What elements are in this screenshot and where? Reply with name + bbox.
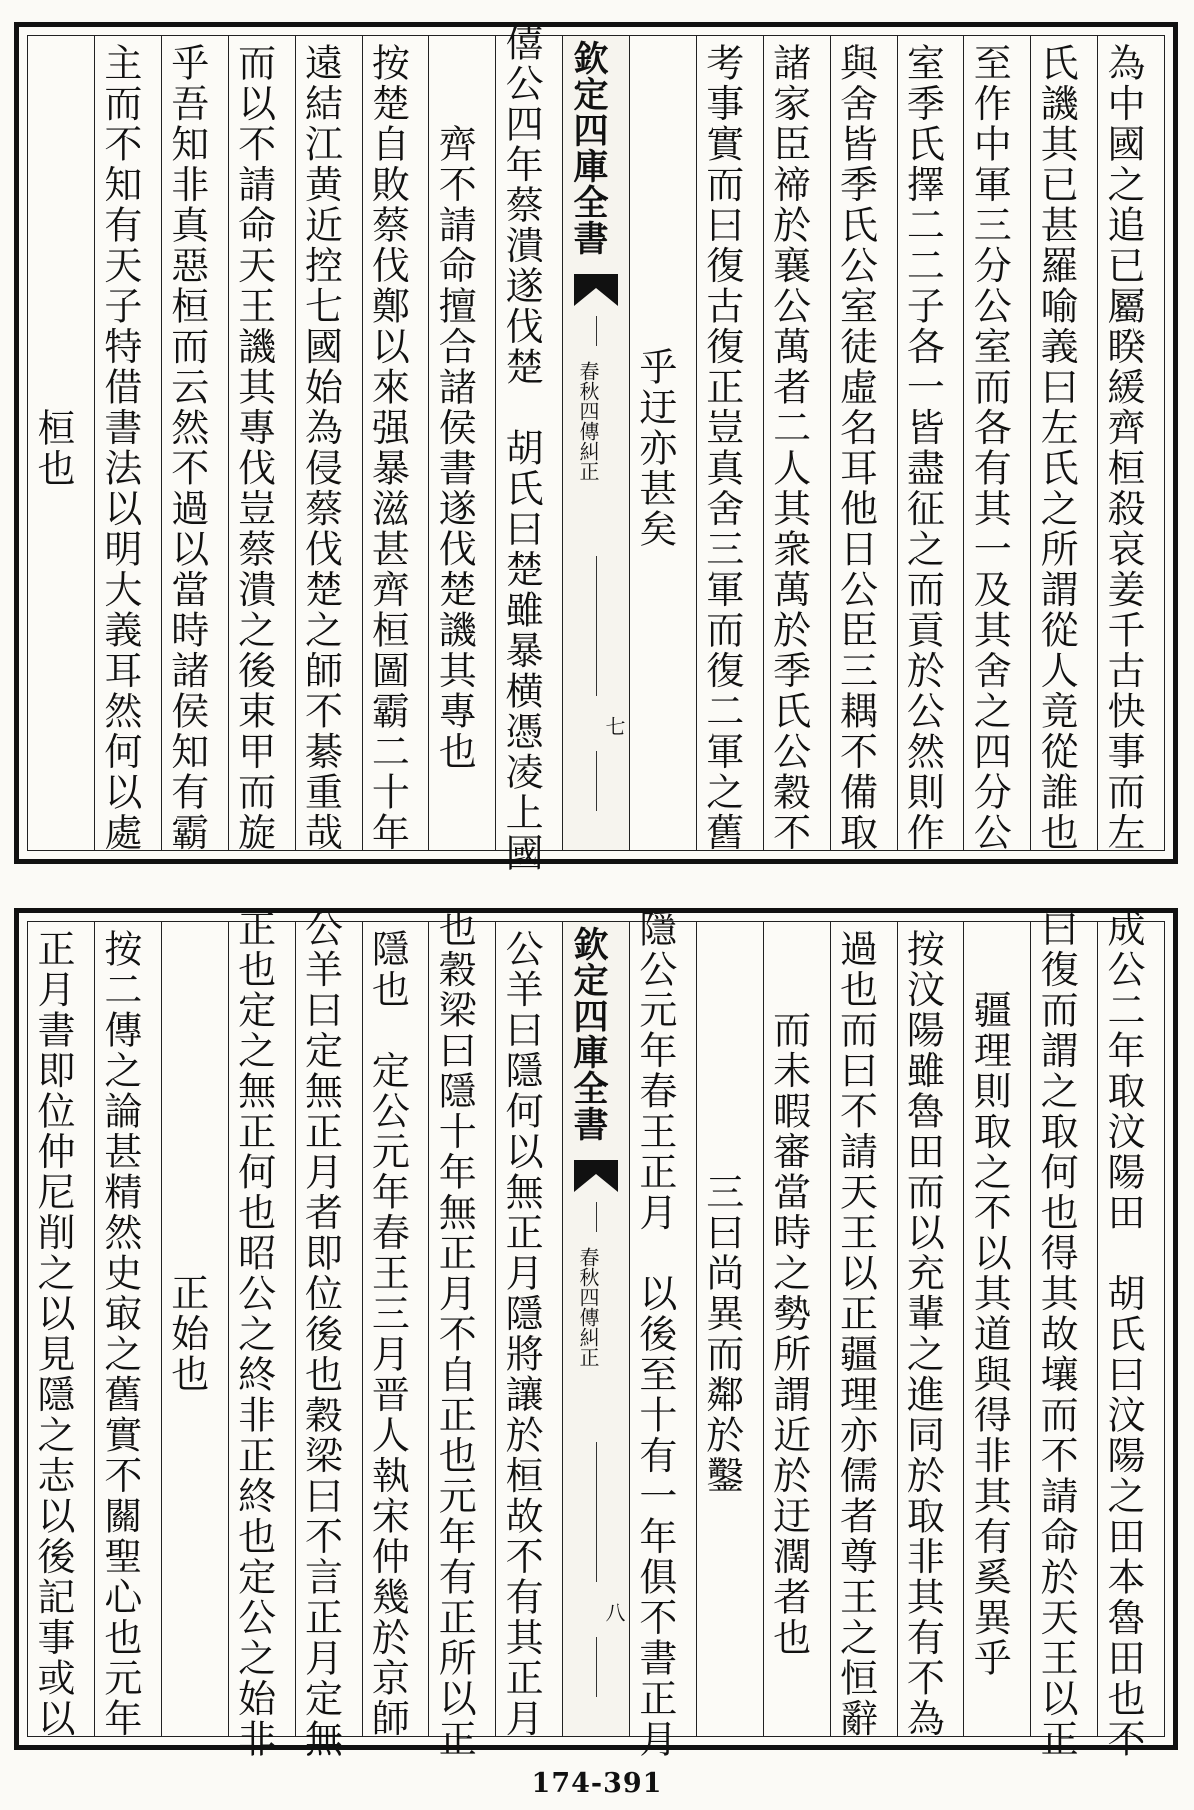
column-text: 按汶陽雖魯田而以充輩之進同於取非其有不為: [900, 929, 945, 1739]
top-columns: [28, 22, 1164, 874]
text-column: [963, 36, 1030, 853]
column-text: 正月書即位仲尼削之以見隱之志以後記事或以: [31, 929, 75, 1739]
text-column: [94, 36, 161, 853]
column-text: 乎迂亦甚矣: [632, 346, 677, 550]
column-text: 桓也: [31, 407, 75, 489]
text-column: [629, 908, 696, 1760]
column-text: 隱也 定公元年春王三月晋人執宋仲幾於京師: [365, 929, 410, 1739]
text-column: [28, 36, 94, 850]
text-column: [696, 36, 763, 853]
bottom-page: [14, 908, 1178, 1760]
text-column: [1097, 36, 1164, 853]
column-text: 正也定之無正何也昭公之終非正終也定公之始非: [231, 908, 276, 1760]
column-text: 疆理則取之不以其道與得非其有奚異乎: [967, 989, 1012, 1679]
column-text: 室季氏擇二二子各一皆盡征之而貢於公然則作: [900, 43, 945, 853]
text-column: [428, 908, 495, 1760]
column-text: 遠結江黄近控七國始為侵蔡伐楚之師不綦重哉: [298, 43, 343, 853]
text-column: [830, 922, 897, 1739]
column-text: 三曰尚異而鄰於鑿: [699, 1172, 744, 1496]
spine-column: [562, 922, 629, 1736]
text-column: [362, 36, 429, 853]
column-text: 過也而曰不請天王以正疆理亦儒者尊王之恒辭: [833, 929, 878, 1739]
text-column: [428, 36, 495, 850]
text-column: [1030, 908, 1097, 1760]
text-column: [629, 36, 696, 850]
fish-tail-mark-icon: [574, 1160, 618, 1192]
column-text: 隱公元年春王正月 以後至十有一年俱不書正月: [632, 908, 677, 1760]
spine-rule: [596, 316, 597, 346]
column-text: 而未暇審當時之勢所謂近於迂濶者也: [766, 1010, 811, 1658]
column-text: 乎吾知非真惡桓而云然不過以當時諸侯知有霸: [164, 43, 209, 853]
text-column: [295, 36, 362, 853]
column-text: 也穀梁曰隱十年無正月不自正也元年有正所以正: [432, 908, 477, 1760]
text-column: [963, 922, 1030, 1736]
column-text: 為中國之追已屬睽緩齊桓殺哀姜千古快事而左: [1101, 43, 1145, 853]
column-text: 按楚自敗蔡伐鄭以來强暴滋甚齊桓圖霸二十年: [365, 43, 410, 853]
spine-rule: [596, 751, 597, 811]
text-column: [362, 922, 429, 1739]
text-column: [295, 908, 362, 1760]
bottom-page-frame: [27, 908, 1165, 1760]
column-text: 公羊曰定無正月者即位後也穀梁曰不言正月定無: [298, 908, 343, 1760]
column-text: 氏譏其已甚羅喻義曰左氏之所謂從人竟從誰也: [1034, 43, 1079, 853]
fish-tail-mark-icon: [574, 274, 618, 306]
text-column: [94, 922, 161, 1739]
text-column: [696, 922, 763, 1736]
column-text: 主而不知有天子特借書法以明大義耳然何以處: [97, 43, 142, 853]
text-column: [1097, 908, 1164, 1760]
text-column: [830, 36, 897, 853]
text-column: [763, 922, 830, 1736]
text-column: [28, 922, 94, 1739]
column-text: 按二傳之論甚精然史㝡之舊實不關聖心也元年: [97, 929, 142, 1739]
column-text: 正始也: [164, 1273, 209, 1395]
spine-page-number: 七: [602, 716, 626, 736]
spine-rule: [596, 1442, 597, 1582]
column-text: 齊不請命擅合諸侯書遂伐楚譏其專也: [432, 124, 477, 772]
text-column: [495, 922, 562, 1739]
column-text: 而以不請命天王譏其專伐豈蔡潰之後束甲而旋: [231, 43, 276, 853]
book-subtitle: 春秋四傳糾正: [576, 361, 600, 481]
book-title: 欽定四庫全書: [568, 40, 609, 256]
page-code: 174-391: [531, 1768, 663, 1799]
text-column: [228, 908, 295, 1760]
spine-rule: [596, 1637, 597, 1697]
text-column: [897, 922, 964, 1739]
top-page-frame: [27, 22, 1165, 874]
book-subtitle: 春秋四傳糾正: [576, 1247, 600, 1367]
bottom-columns: [28, 908, 1164, 1760]
spine-page-number: 八: [602, 1602, 626, 1622]
text-column: [161, 922, 228, 1736]
spine-rule: [596, 1202, 597, 1232]
text-column: [228, 36, 295, 853]
text-column: [763, 36, 830, 853]
text-column: [495, 22, 562, 874]
book-title: 欽定四庫全書: [568, 926, 609, 1142]
spine-column: [562, 36, 629, 850]
top-page: [14, 22, 1178, 874]
column-text: 至作中軍三分公室而各有其一及其舍之四分公: [967, 43, 1012, 853]
text-column: [1030, 36, 1097, 853]
column-text: 公羊曰隱何以無正月隱將讓於桓故不有其正月: [499, 929, 544, 1739]
column-text: 諸家臣禘於襄公萬者二人其衆萬於季氏公穀不: [766, 43, 811, 853]
column-text: 考事實而曰復古復正豈真舍三軍而復二軍之舊: [699, 43, 744, 853]
column-text: 僖公四年蔡潰遂伐楚 胡氏曰楚雖暴横憑凌上國: [499, 22, 544, 874]
text-column: [897, 36, 964, 853]
spine-rule: [596, 556, 597, 696]
text-column: [161, 36, 228, 853]
column-text: 曰復而謂之取何也得其故壤而不請命於天王以正: [1034, 908, 1079, 1760]
column-text: 與舍皆季氏公室徒虛名耳他日公臣三耦不備取: [833, 43, 878, 853]
column-text: 成公二年取汶陽田 胡氏曰汶陽之田本魯田也不: [1101, 908, 1145, 1760]
